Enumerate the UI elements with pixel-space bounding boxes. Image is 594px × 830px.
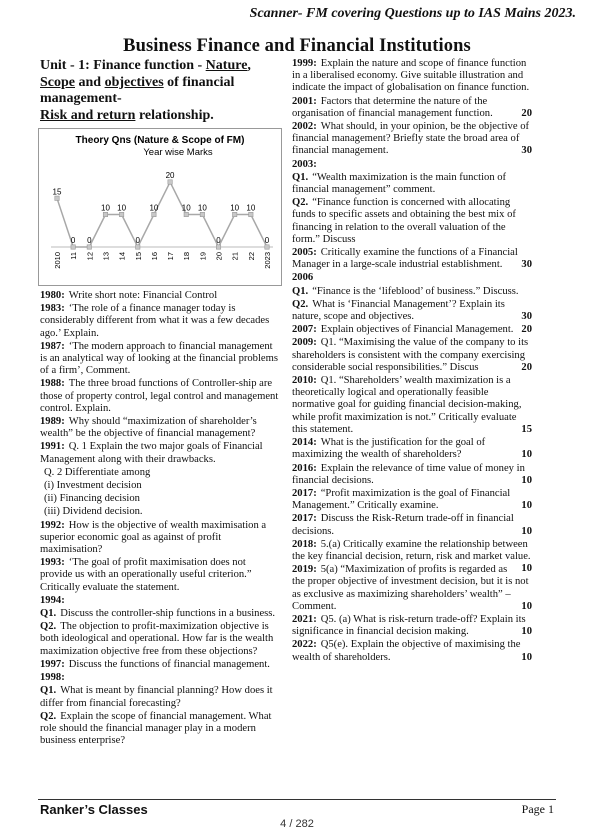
question-entry (292, 247, 532, 271)
marks-chart (38, 128, 282, 286)
question-text: Explain the scope of financial management. What role should the financial manager play in a modern business enterprise? (40, 710, 272, 747)
chart-tick-label: 17 (166, 252, 176, 261)
question-text: Discuss the functions of financial management. (68, 658, 270, 670)
chart-data-label: 0 (70, 236, 76, 245)
question-entry (292, 437, 532, 461)
question-marks: 20 (521, 361, 532, 373)
question-entry (292, 488, 532, 512)
question-text: Explain the nature and scope of finance function in a liberalised economy. Give suitable illustration and indicate the impact of globalisation on finance function. (292, 58, 530, 94)
chart-data-point (103, 212, 107, 216)
question-entry (292, 513, 532, 537)
question-text: Discuss the Risk-Return trade-off in financial decisions. (292, 513, 514, 537)
marks-chart-svg (39, 129, 281, 285)
chart-data-label: 10 (246, 203, 256, 213)
chart-data-label: 10 (230, 203, 240, 213)
question-text: What is the justification for the goal of maximizing the wealth of shareholders? (292, 437, 486, 461)
chart-data-label: 20 (165, 171, 175, 180)
question-entry (292, 58, 532, 95)
question-marks: 20 (521, 107, 532, 119)
question-year: 2007: (292, 324, 317, 336)
question-entry (292, 159, 532, 171)
question-year: 1998: (40, 672, 65, 684)
question-entry (292, 324, 532, 336)
question-year: Q2. (292, 298, 309, 310)
question-entry (40, 608, 280, 620)
question-marks: 10 (521, 563, 532, 575)
question-text: Q. 2 Differentiate among (44, 466, 151, 478)
question-marks: 10 (521, 626, 532, 638)
chart-tick-label: 13 (101, 252, 111, 261)
chart-data-label: 10 (181, 203, 191, 213)
question-year: 1992: (40, 519, 65, 531)
question-year: Q2. (40, 710, 57, 722)
question-marks: 20 (521, 324, 532, 336)
chart-data-label: 10 (117, 203, 127, 213)
question-entry (292, 614, 532, 638)
question-entry (40, 441, 280, 465)
question-entry (292, 286, 532, 298)
question-text: Q5(e). Explain the objective of maximising the wealth of shareholders. (292, 639, 521, 663)
question-text: 5(a) “Maximization of profits is regarded as the proper objective of investment decision, but it is not as exclusive as maximizing shareholders’ wealth” – Comment. (292, 564, 529, 612)
chart-tick-label: 11 (69, 252, 79, 260)
question-text: Q1. “Shareholders’ wealth maximization is a theoretically logical and operationally feasible normative goal for guiding financial decision-making, while profit maximization is not.” Critically evaluate this statement. (292, 375, 522, 435)
chart-data-point (119, 212, 123, 216)
footer-brand: Ranker’s Classes (40, 802, 148, 817)
question-year: 2017: (292, 513, 317, 525)
question-text: ‘The goal of profit maximisation does not provide us with an operationally useful criterion.” Critically evaluate the statement. (40, 557, 252, 593)
left-column (40, 58, 280, 748)
question-entry (40, 341, 280, 378)
chart-data-label: 10 (149, 203, 159, 213)
right-column (292, 58, 532, 665)
chart-data-point (87, 245, 91, 249)
question-year: 2005: (292, 247, 317, 259)
question-year: Q1. (40, 685, 57, 697)
unit-risk: Risk and return (40, 107, 136, 123)
chart-tick-label: 21 (230, 252, 240, 261)
chart-data-label: 0 (135, 236, 140, 245)
chart-data-point (184, 212, 188, 216)
question-entry (292, 375, 532, 436)
chart-data-point (249, 212, 253, 216)
question-year: 2002: (292, 121, 317, 133)
chart-data-point (168, 180, 172, 184)
question-entry (292, 463, 532, 487)
question-text: Why should “maximization of shareholder’s wealth” be the objective of financial management? (40, 416, 257, 440)
unit-rel: relationship. (135, 107, 214, 123)
chart-data-label: 0 (264, 236, 270, 245)
question-entry (40, 480, 280, 492)
question-year: 2003: (292, 158, 317, 170)
question-year: 2019: (292, 564, 317, 576)
question-text: Q5. (a) What is risk-return trade-off? Explain its significance in financial decision making. (292, 613, 526, 638)
page-title: Business Finance and Financial Institutions (123, 36, 471, 56)
chart-data-point (216, 245, 220, 249)
chart-title: Theory Qns (Nature & Scope of FM) (75, 135, 245, 146)
footer-page: Page 1 (521, 802, 554, 816)
question-entry (40, 303, 280, 340)
question-text: “Finance is the ‘lifeblood’ of business.” Discuss. (312, 285, 519, 297)
chart-data-point (152, 212, 156, 216)
question-year: Q1. (292, 285, 309, 297)
unit-objectives: objectives (104, 74, 164, 90)
chart-data-point (71, 245, 75, 249)
unit-comma: , (247, 58, 251, 73)
question-entry (292, 121, 532, 158)
question-entry (292, 564, 532, 613)
question-text: What is ‘Financial Management’? Explain its nature, scope and objectives. (292, 298, 505, 323)
chart-data-label: 10 (197, 203, 207, 213)
question-year: 1994: (40, 594, 65, 606)
question-year: 1983: (40, 303, 65, 315)
question-entry (292, 96, 532, 120)
chart-tick-label: 19 (198, 252, 208, 261)
chart-tick-label: 20 (214, 252, 224, 261)
question-entry (40, 659, 280, 671)
chart-data-point (265, 245, 269, 249)
question-entry (40, 416, 280, 440)
scanner-header: Scanner- FM covering Questions up to IAS Mains 2023. (249, 6, 576, 21)
question-year: 2022: (292, 639, 317, 651)
question-text: What should, in your opinion, be the objective of financial management? Briefly state the broad area of financial management. (292, 121, 530, 157)
question-text: Critically examine the functions of a Financial Manager in a large-scale industrial establishment. (292, 247, 518, 271)
chart-data-point (55, 196, 59, 200)
question-year: 2009: (292, 337, 317, 349)
question-year: 2001: (292, 95, 317, 107)
question-entry (40, 290, 280, 302)
question-year: 1999: (292, 58, 317, 69)
chart-data-point (232, 212, 236, 216)
question-year: 2014: (292, 437, 317, 449)
question-text: How is the objective of wealth maximisation a superior economic goal as against of profit maximisation? (40, 519, 267, 556)
question-entry (292, 337, 532, 374)
footer-divider (38, 799, 556, 800)
chart-data-point (136, 245, 140, 249)
question-marks: 30 (521, 311, 532, 323)
question-year: 2016: (292, 462, 317, 474)
question-text: 5.(a) Critically examine the relationship between the key financial decision, return, risk and market value. (292, 538, 531, 562)
question-text: The three broad functions of Controller-ship are those of property control, legal control and management control. Explain. (40, 378, 279, 414)
question-text: What is meant by financial planning? How does it differ from financial forecasting? (40, 685, 273, 709)
question-entry (40, 621, 280, 658)
question-text: Q. 1 Explain the two major goals of Financial Management along with their drawbacks. (40, 441, 263, 465)
question-year: 1989: (40, 416, 65, 428)
question-year: 2010: (292, 375, 317, 387)
chart-tick-label: 2023 (263, 252, 272, 269)
question-year: 1988: (40, 378, 65, 390)
question-text: (ii) Financing decision (44, 493, 140, 505)
question-text: “Profit maximization is the goal of Financial Management.” Critically examine. (292, 487, 511, 512)
question-entry (292, 272, 532, 284)
chart-tick-label: 14 (117, 252, 127, 261)
question-entry (40, 378, 280, 415)
question-marks: 30 (521, 145, 532, 157)
question-year: 1987: (40, 340, 65, 352)
unit-nature: Nature (205, 58, 248, 73)
question-entry (40, 711, 280, 748)
question-text: The objection to profit-maximization objective is both ideological and operational. How far is the wealth maximization objective free from these objections? (40, 621, 274, 657)
question-marks: 15 (521, 423, 532, 435)
question-text: Q1. “Maximising the value of the company to its shareholders is consistent with the company exercising considerable social responsibilities.” Discus (292, 337, 529, 373)
question-year: 2017: (292, 487, 317, 499)
chart-tick-label: 22 (246, 252, 256, 261)
question-marks: 10 (521, 525, 532, 537)
question-entry (40, 685, 280, 709)
right-question-list (292, 58, 532, 664)
unit-of: of financial management- (40, 74, 235, 106)
question-entry (292, 639, 532, 663)
chart-tick-label: 12 (85, 252, 95, 261)
question-text: ‘The modern approach to financial management is an analytical way of looking at the financial problems of a firm’, Comment. (40, 340, 278, 377)
question-entry (292, 197, 532, 246)
question-year: 1997: (40, 658, 65, 670)
question-marks: 10 (521, 449, 532, 461)
chart-data-label: 0 (87, 236, 92, 245)
unit-and: and (75, 74, 105, 90)
chart-tick-label: 2010 (53, 252, 62, 269)
question-text: Explain the relevance of time value of money in financial decisions. (292, 462, 525, 486)
page-indicator: 4 / 282 (280, 818, 314, 830)
chart-data-label: 0 (216, 236, 221, 245)
question-entry (40, 595, 280, 607)
question-year: Q1. (292, 171, 309, 183)
question-year: 2021: (292, 613, 317, 625)
question-marks: 10 (521, 474, 532, 486)
question-text: ‘The role of a finance manager today is considerably different from what it was a few decades ago.’ Explain. (40, 303, 270, 339)
question-text: (i) Investment decision (44, 480, 142, 492)
chart-subtitle: Year wise Marks (143, 147, 213, 158)
question-marks: 10 (521, 500, 532, 512)
question-text: Discuss the controller-ship functions in a business. (60, 608, 276, 620)
chart-data-label: 15 (52, 187, 62, 197)
question-text: Write short note: Financial Control (68, 290, 218, 301)
question-year: 1991: (40, 441, 65, 453)
question-year: 2018: (292, 538, 317, 550)
left-question-list (40, 290, 280, 747)
chart-tick-label: 15 (133, 252, 143, 261)
question-year: 1980: (40, 290, 65, 301)
question-year: 1993: (40, 557, 65, 569)
question-entry (40, 557, 280, 594)
question-entry (40, 672, 280, 684)
chart-data-point (200, 212, 204, 216)
chart-data-label: 10 (101, 203, 110, 213)
question-entry (40, 467, 280, 479)
unit-heading (40, 58, 280, 124)
question-text: Factors that determine the nature of the organisation of financial management function. (292, 95, 493, 119)
question-entry (40, 506, 280, 518)
question-entry (292, 172, 532, 196)
question-marks: 10 (521, 651, 532, 663)
question-entry (40, 493, 280, 505)
question-year: Q1. (40, 608, 57, 620)
question-marks: 10 (521, 600, 532, 612)
question-year: 2006 (292, 272, 314, 284)
unit-scope: Scope (40, 74, 75, 90)
question-entry (40, 520, 280, 557)
question-text: (iii) Dividend decision. (44, 506, 143, 518)
question-text: “Wealth maximization is the main function of financial management” comment. (292, 171, 507, 196)
chart-tick-label: 18 (182, 252, 192, 261)
question-text: Explain objectives of Financial Management. (320, 324, 514, 336)
unit-prefix: Unit - 1: Finance function - (40, 58, 206, 73)
question-year: Q2. (40, 621, 57, 633)
question-entry (292, 299, 532, 323)
question-marks: 30 (521, 259, 532, 271)
question-year: Q2. (292, 197, 309, 209)
question-text: “Finance function is concerned with allocating funds to specific assets and obtaining the best mix of financing in relation to the overall valuation of the form.” Discuss (292, 197, 516, 245)
chart-tick-label: 16 (149, 252, 159, 261)
